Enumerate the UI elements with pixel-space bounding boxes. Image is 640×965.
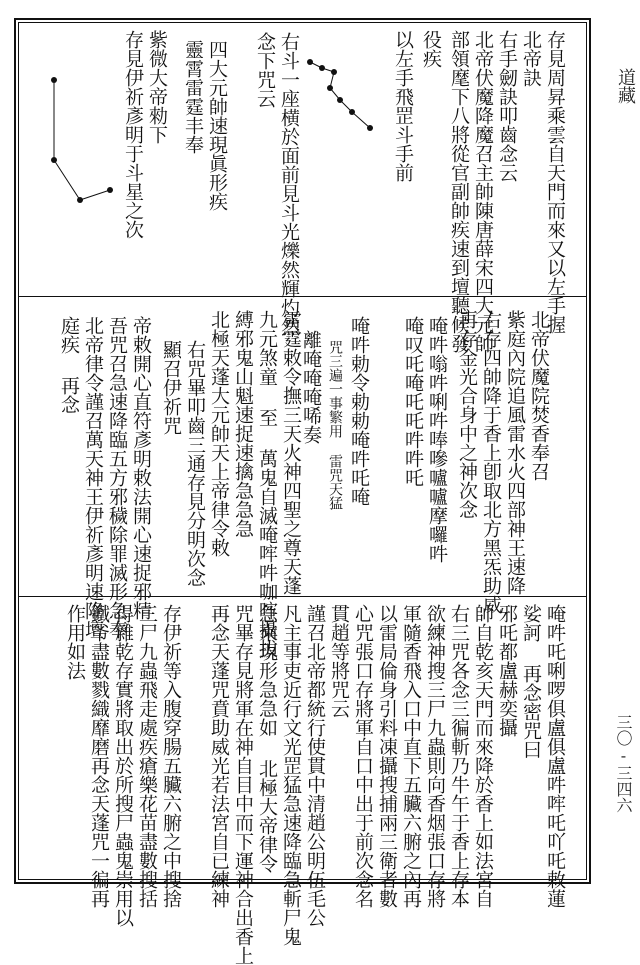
four-marshals-diagram [40,70,130,220]
text-column: 紫微大帝勑下 [146,30,168,144]
text-column: 右三咒各念三徧斬乃牛午于香上存本 [448,604,470,908]
text-column: 得雜乾存實將取出於所搜尸蟲鬼崇用以 [112,604,134,927]
text-column: 急來現形急急如 北極大帝律令 [256,604,278,873]
page-number: 三〇-三四六 [614,714,633,813]
section-divider-1 [18,296,587,297]
text-column: 靈霄雷霆丰奉 [182,40,204,154]
text-column: 右咒畢叩齒三通存見分明次念 [184,340,206,587]
text-column: 縛邪鬼山魁速捉速擒急急急 [232,310,254,538]
text-column: 吾咒召急速降臨五方邪穢除罪滅形急奉 [106,316,128,639]
text-column: 役疾 [420,30,442,68]
text-column: 帥自乾亥天門而來降於香上如法宮自 [472,604,494,908]
text-column: 念下咒云 [254,32,276,108]
text-column: 凡主事吏近行文光罡猛急速降臨急斬尸鬼 [280,604,302,946]
text-column: 娑訶 再念密咒曰 [520,604,542,759]
text-column: 北帝訣 [520,30,542,87]
text-column: 邪吒都盧赫奕攝 [496,604,518,737]
text-column: 存見伊祈彥明于斗星之次 [122,30,144,239]
text-column: 存見周昇乘雲自天門而來又以左手握 [544,30,566,334]
text-column: 離唵唵唵唏奏 [300,330,322,444]
text-column: 右手劒訣叩齒念云 [496,30,518,182]
text-column: 部領麾下八將從官副帥疾速到壇聽候發 [448,30,470,353]
side-label: 道藏 [615,68,636,104]
text-column: 北帝律令謹召萬天神王伊祈彥明速降壇 [82,316,104,639]
text-column: 紫庭內院追風雷水火四部神王速降 [504,310,526,595]
text-column: 北極天蓬大元帥天上帝律令敕 [208,310,230,557]
text-column: 九元煞童 至 萬鬼自滅唵哰吽咖哰攝拔 [256,310,278,658]
text-column: 軍隨香飛入口中直下五臟六腑之內再 [400,604,422,908]
text-column: 作用如法 [64,604,86,680]
text-column: 雷霆敕令撫三天火神四聖之尊天蓬 [280,310,302,595]
text-column: 顯召伊祈咒 [160,340,182,435]
text-column: 再存金光合身中之神次念 [456,310,478,519]
text-column: 右斗一座横於面前見斗光爍然輝灼然 [278,32,300,336]
text-column: 心咒張口存將軍自口中出于前次念名 [352,604,374,908]
text-column: 咒畢存見將軍在神自目中而下運神合出香上 [232,604,254,965]
text-column: 存伊祈等入腹穿腸五臟六腑之中搜捨 [160,604,182,908]
text-column: 三尸九蟲飛走處疾瘡樂花苗盡數搜括 [136,604,158,908]
text-column: 北帝伏魔院焚香奉召 [528,310,550,481]
text-column: 欲練神搜三尸九蟲則向香烟張口存將 [424,604,446,908]
text-column: 貫趙等將咒云 [328,604,350,718]
big-dipper-diagram [300,50,390,160]
text-column: 唵吽嗡吽唎吽唪嘇嚧嚧摩囉吽 [426,316,448,563]
text-column: 咒三遍一事繁用 雷咒天猛 [327,340,343,510]
text-column: 以左手飛罡斗手前 [392,30,414,182]
text-column: 唵吽吒唎啰俱盧俱盧吽哰吒吖吒敕蓮 [544,604,566,908]
text-column: 四大元帥速現眞形疾 [206,40,228,211]
text-column: 鐵爷盡數戮織靡磨再念天蓬咒一徧再 [88,604,110,908]
text-column: 北帝伏魔降魔召主帥陳唐薛宋四大元帥 [472,30,494,353]
text-column: 右存四帥降于香上卽取北方黑炁助威 [480,310,502,614]
text-column: 以雷局倫身引料凍攝搜捕兩三衛者數 [376,604,398,908]
text-column: 再念天蓬咒賁助威光若法宮自已練神 [208,604,230,908]
text-column: 唵吽勅令勅勅唵吽吒唵 [348,316,370,506]
text-column: 謹召北帝都統行使貫中清趙公明伍毛公 [304,604,326,927]
text-column: 帝敕開心直符彥明敕法開心速捉邪精 [130,316,152,620]
text-column: 唵叹吒唵吒吒吽吽吒 [402,316,424,487]
text-column: 庭疾 再念 [58,316,80,414]
